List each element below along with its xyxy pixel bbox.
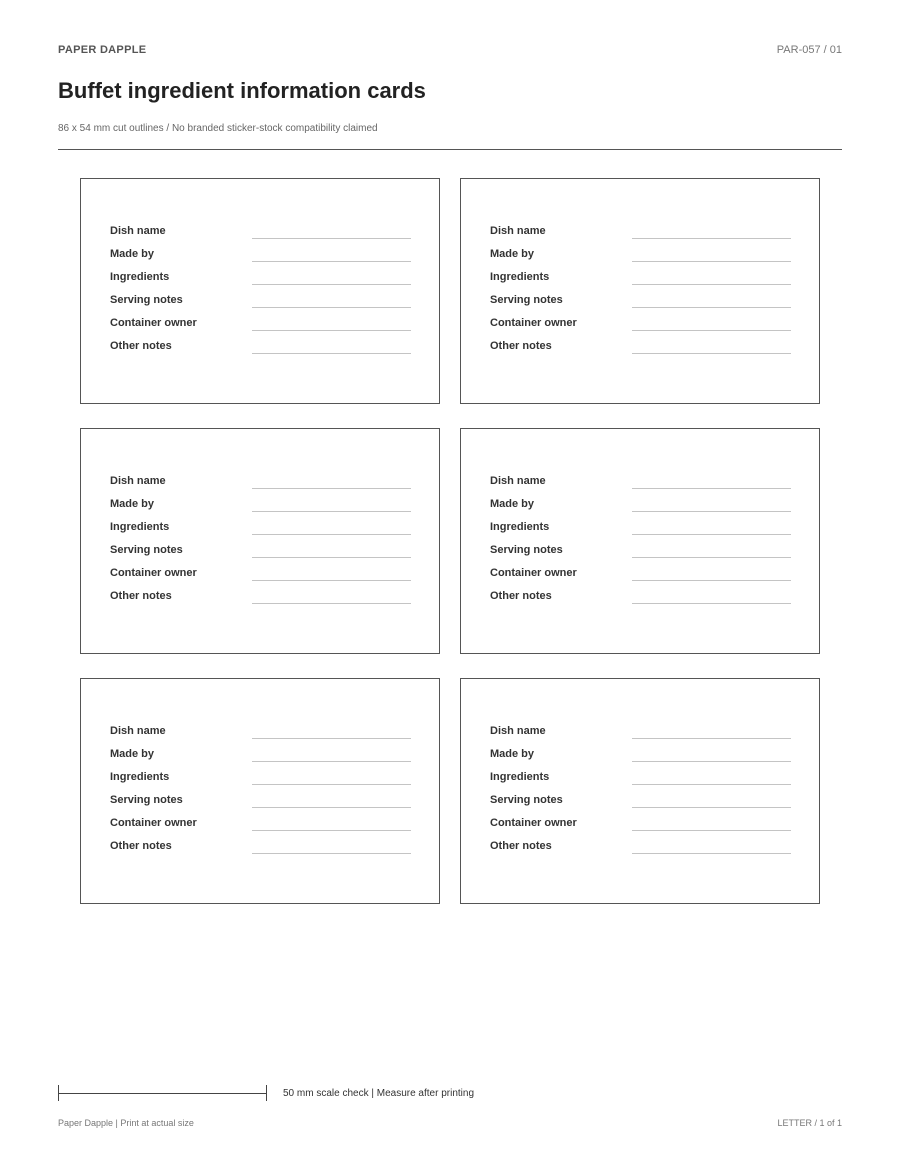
field-label: Other notes <box>110 840 172 852</box>
document-id: PAR-057 / 01 <box>776 44 842 56</box>
write-in-line[interactable] <box>252 760 411 762</box>
card-field <box>490 718 791 741</box>
scale-line <box>58 1093 266 1094</box>
card-field <box>110 491 411 514</box>
field-label: Made by <box>110 248 155 260</box>
card-field <box>490 241 791 264</box>
write-in-line[interactable] <box>632 260 791 262</box>
write-in-line[interactable] <box>252 556 411 558</box>
card-field <box>490 810 791 833</box>
card-field <box>490 537 791 560</box>
scale-check-text: 50 mm scale check | Measure after printing <box>283 1088 475 1099</box>
card-field <box>490 787 791 810</box>
card-grid <box>80 178 820 904</box>
info-card <box>460 178 820 404</box>
card-field <box>490 310 791 333</box>
field-label: Ingredients <box>110 521 170 533</box>
card-field <box>490 583 791 606</box>
card-field <box>490 741 791 764</box>
field-label: Made by <box>490 498 535 510</box>
write-in-line[interactable] <box>632 329 791 331</box>
write-in-line[interactable] <box>252 737 411 739</box>
write-in-line[interactable] <box>632 306 791 308</box>
field-label: Dish name <box>110 725 166 737</box>
write-in-line[interactable] <box>632 237 791 239</box>
write-in-line[interactable] <box>632 783 791 785</box>
header-rule <box>58 149 842 150</box>
card-field <box>110 741 411 764</box>
card-field <box>490 833 791 856</box>
info-card <box>80 178 440 404</box>
field-label: Ingredients <box>490 521 550 533</box>
field-label: Other notes <box>490 840 552 852</box>
card-field <box>110 810 411 833</box>
field-label: Ingredients <box>110 271 170 283</box>
write-in-line[interactable] <box>632 806 791 808</box>
field-label: Other notes <box>110 590 172 602</box>
field-label: Container owner <box>490 317 577 329</box>
field-label: Serving notes <box>110 294 183 306</box>
card-field <box>490 218 791 241</box>
write-in-line[interactable] <box>252 533 411 535</box>
field-label: Other notes <box>490 590 552 602</box>
card-field <box>490 764 791 787</box>
write-in-line[interactable] <box>632 533 791 535</box>
info-card <box>460 678 820 904</box>
field-label: Other notes <box>490 340 552 352</box>
scale-bar <box>58 1085 268 1101</box>
field-label: Ingredients <box>490 271 550 283</box>
info-card <box>460 428 820 654</box>
write-in-line[interactable] <box>632 487 791 489</box>
card-field <box>110 333 411 356</box>
footer-left: Paper Dapple | Print at actual size <box>58 1118 194 1128</box>
page-title: Buffet ingredient information cards <box>58 78 426 103</box>
card-field <box>490 264 791 287</box>
field-label: Serving notes <box>490 794 563 806</box>
card-field <box>110 560 411 583</box>
card-field <box>490 560 791 583</box>
write-in-line[interactable] <box>252 829 411 831</box>
card-field <box>490 491 791 514</box>
field-label: Container owner <box>110 817 197 829</box>
field-label: Ingredients <box>490 771 550 783</box>
card-field <box>110 468 411 491</box>
field-label: Serving notes <box>490 544 563 556</box>
write-in-line[interactable] <box>252 260 411 262</box>
field-label: Container owner <box>110 567 197 579</box>
field-label: Dish name <box>490 475 546 487</box>
card-field <box>110 833 411 856</box>
write-in-line[interactable] <box>252 237 411 239</box>
field-label: Serving notes <box>490 294 563 306</box>
field-label: Container owner <box>490 817 577 829</box>
field-label: Container owner <box>490 567 577 579</box>
field-label: Serving notes <box>110 544 183 556</box>
scale-tick-right <box>266 1085 267 1101</box>
write-in-line[interactable] <box>632 579 791 581</box>
field-label: Made by <box>110 498 155 510</box>
write-in-line[interactable] <box>252 487 411 489</box>
card-field <box>110 264 411 287</box>
write-in-line[interactable] <box>632 852 791 854</box>
write-in-line[interactable] <box>632 510 791 512</box>
card-field <box>110 583 411 606</box>
field-label: Made by <box>490 748 535 760</box>
field-label: Dish name <box>490 225 546 237</box>
card-field <box>110 241 411 264</box>
footer-right: LETTER / 1 of 1 <box>777 1118 842 1128</box>
card-field <box>110 218 411 241</box>
field-label: Serving notes <box>110 794 183 806</box>
card-field <box>110 537 411 560</box>
write-in-line[interactable] <box>632 283 791 285</box>
write-in-line[interactable] <box>252 806 411 808</box>
card-field <box>110 787 411 810</box>
write-in-line[interactable] <box>632 829 791 831</box>
write-in-line[interactable] <box>252 783 411 785</box>
field-label: Container owner <box>110 317 197 329</box>
card-field <box>110 287 411 310</box>
write-in-line[interactable] <box>632 602 791 604</box>
write-in-line[interactable] <box>252 579 411 581</box>
card-field <box>110 310 411 333</box>
field-label: Dish name <box>490 725 546 737</box>
field-label: Dish name <box>110 225 166 237</box>
field-label: Made by <box>110 748 155 760</box>
card-field <box>110 718 411 741</box>
field-label: Ingredients <box>110 771 170 783</box>
field-label: Dish name <box>110 475 166 487</box>
write-in-line[interactable] <box>252 283 411 285</box>
field-label: Other notes <box>110 340 172 352</box>
card-field <box>490 287 791 310</box>
card-field <box>490 468 791 491</box>
card-field <box>110 514 411 537</box>
write-in-line[interactable] <box>252 510 411 512</box>
card-field <box>490 514 791 537</box>
write-in-line[interactable] <box>632 556 791 558</box>
write-in-line[interactable] <box>252 852 411 854</box>
info-card <box>80 428 440 654</box>
write-in-line[interactable] <box>632 352 791 354</box>
write-in-line[interactable] <box>252 602 411 604</box>
brand-name: PAPER DAPPLE <box>58 44 147 56</box>
write-in-line[interactable] <box>252 352 411 354</box>
write-in-line[interactable] <box>252 306 411 308</box>
write-in-line[interactable] <box>632 760 791 762</box>
write-in-line[interactable] <box>632 737 791 739</box>
info-card <box>80 678 440 904</box>
write-in-line[interactable] <box>252 329 411 331</box>
field-label: Made by <box>490 248 535 260</box>
card-field <box>490 333 791 356</box>
card-field <box>110 764 411 787</box>
page-subtitle: 86 x 54 mm cut outlines / No branded sticker-stock compatibility claimed <box>58 123 378 134</box>
